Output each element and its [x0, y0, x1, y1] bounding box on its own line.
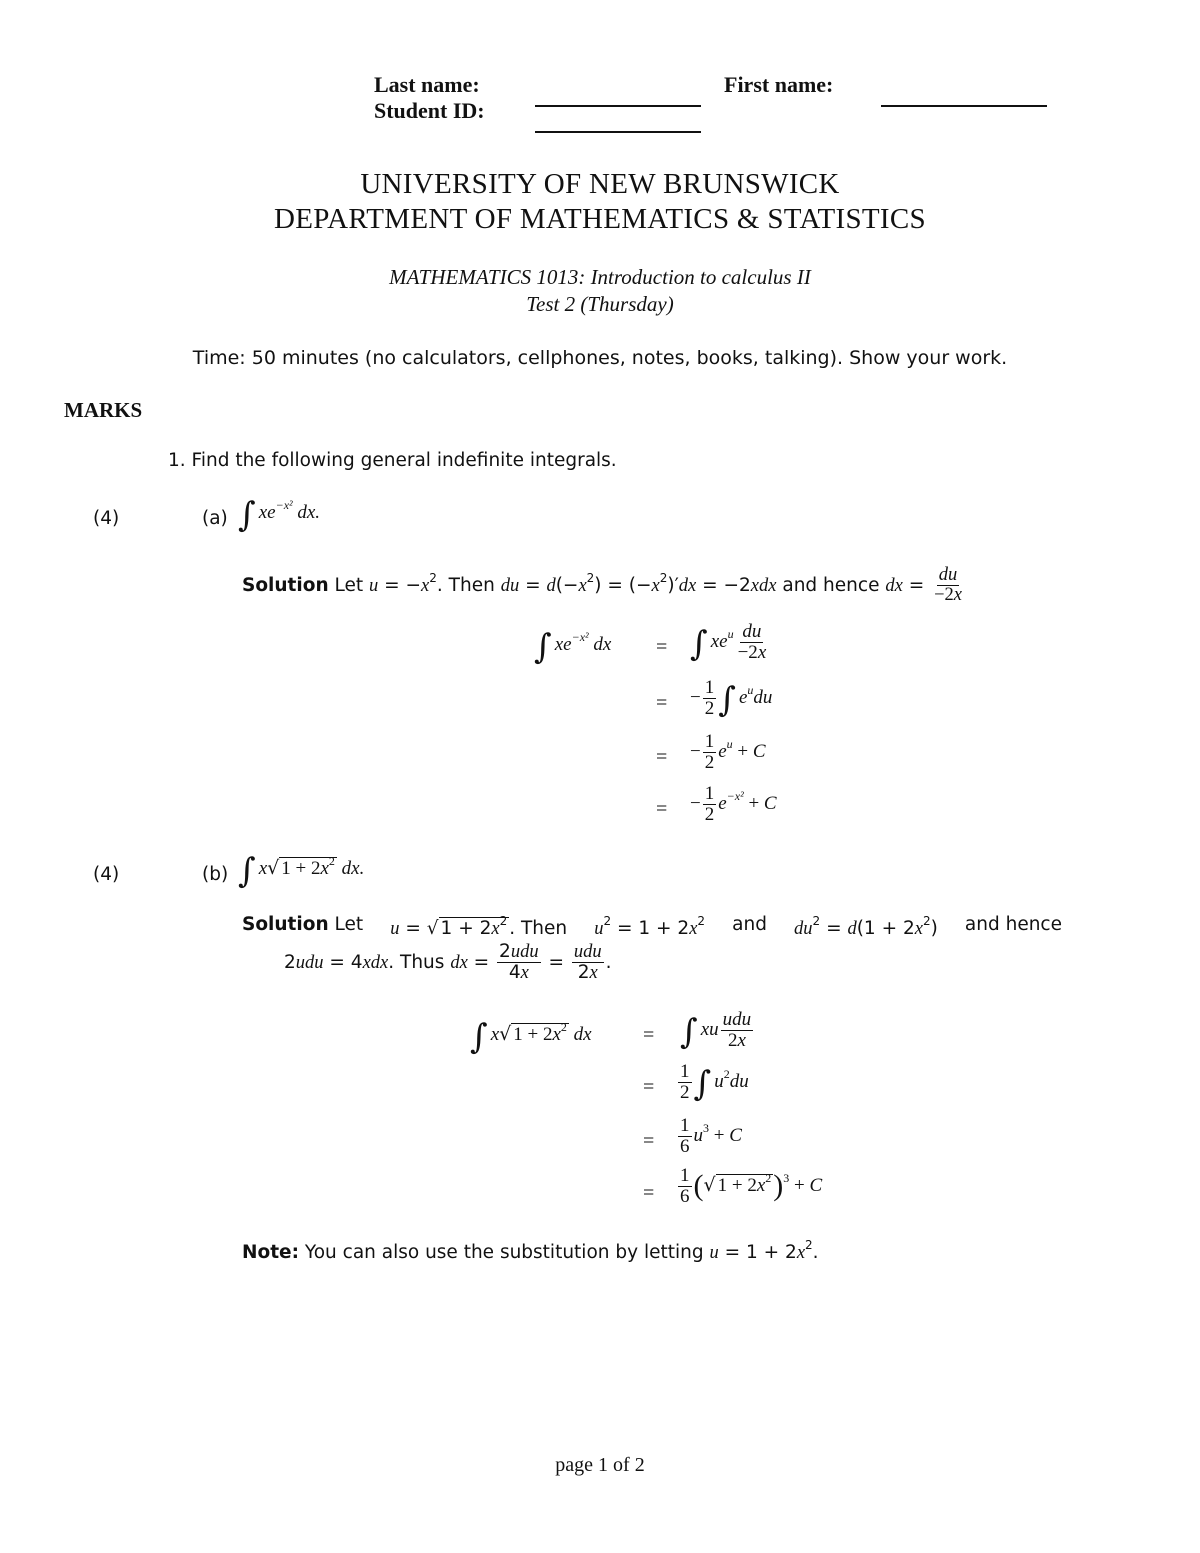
question-text: Find the following general indefinite integrals.	[191, 450, 617, 471]
part-a-eq1-rhs: ∫ $xe^u$ $\frac{du}{-2x}$	[690, 621, 767, 664]
test-title: Test 2 (Thursday)	[526, 292, 674, 316]
text-then: . Then	[509, 918, 568, 939]
student-id-label: Student ID:	[374, 98, 485, 123]
last-name-field[interactable]	[535, 92, 701, 111]
text-and-hence: and hence	[964, 914, 1062, 935]
part-a-eq2-rhs: − $\frac{1}{2}$ ∫ $e^udu$	[690, 677, 773, 720]
part-b-eq4-rhs: $\frac{1}{6}$ (√ $1 + 2x^2)^3 + C$	[680, 1165, 823, 1207]
text-and: and	[732, 914, 767, 935]
part-b-solution-line1: Solution Let u = √ $1 + 2x^2$ . Then $u^2 = 1 + 2x^2$ and $du^2 = d(1 + 2x^2)$ and hence	[242, 914, 1062, 939]
part-b-solution-line2: 2udu = 4xdx. Thus dx = $\frac{\text{2udu}}{4x}$ = $\frac{\text{udu}}{2x}$ .	[284, 941, 612, 984]
question-1-prompt	[168, 450, 617, 471]
equals-sign: =	[656, 692, 668, 714]
question-number: 1.	[168, 450, 186, 471]
equals-sign: =	[643, 1130, 655, 1152]
note-label: Note:	[242, 1242, 299, 1263]
part-b-marks: (4)	[93, 864, 120, 885]
part-b-eq2-rhs: $\frac{1}{2}$ ∫ $u^2du$	[680, 1061, 749, 1104]
part-a-marks: (4)	[93, 508, 120, 529]
part-b-integral: ∫ x√ $1 + 2x^2$ dx.	[238, 851, 365, 891]
department-title: DEPARTMENT OF MATHEMATICS & STATISTICS	[274, 203, 926, 235]
equals-sign: =	[656, 636, 668, 658]
solution-label: Solution	[242, 914, 329, 935]
text-let: Let	[334, 574, 364, 596]
page-number: page 1 of 2	[555, 1454, 645, 1476]
solution-label: Solution	[242, 574, 329, 596]
part-a-eq4-rhs: − $\frac{1}{2}$ $e^{-x^2} + C$	[690, 783, 777, 825]
equals-sign: =	[643, 1024, 655, 1046]
first-name-field[interactable]	[881, 92, 1047, 111]
instructions: Time: 50 minutes (no calculators, cellphones, notes, books, talking). Show your work.	[192, 347, 1008, 369]
part-a-eq3-rhs: − $\frac{1}{2}$ $e^u + C$	[690, 731, 766, 773]
text-thus: . Thus	[388, 951, 445, 973]
equals-sign: =	[643, 1182, 655, 1204]
part-b-note: Note: You can also use the substitution by letting $u = 1 + 2x^2$.	[242, 1238, 819, 1263]
text-and-hence: and hence	[782, 574, 880, 596]
part-b-eq1-lhs: ∫ x√ $1 + 2x^2$ dx	[470, 1017, 592, 1057]
part-b-eq3-rhs: $\frac{1}{6}$ $u^3 + C$	[680, 1115, 742, 1157]
text-then: . Then	[436, 574, 495, 596]
part-a-eq1-lhs: ∫ $xe^{-x^2}$ dx	[534, 627, 612, 667]
university-title: UNIVERSITY OF NEW BRUNSWICK	[360, 168, 840, 200]
equals-sign: =	[656, 746, 668, 768]
note-text: You can also use the substitution by letting	[304, 1242, 704, 1263]
part-b-label: (b)	[202, 864, 229, 885]
last-name-label: Last name:	[374, 72, 480, 97]
student-id-field[interactable]	[535, 118, 701, 137]
part-b-eq1-rhs: ∫ xu $\frac{\text{udu}}{2x}$	[680, 1009, 752, 1052]
course-title: MATHEMATICS 1013: Introduction to calculus II	[389, 265, 811, 289]
equals-sign: =	[656, 798, 668, 820]
part-a-integral: ∫ $xe^{-x^2}$ dx.	[238, 495, 321, 535]
part-a-solution-line: Solution Let $u = -x^2$. Then du = $d(-x^2) = (-x^2)'dx = -2xdx$ and hence dx = $\frac{du}{-2x}$	[242, 565, 962, 606]
text-let: Let	[334, 914, 364, 935]
part-a-label: (a)	[202, 508, 228, 529]
marks-heading: MARKS	[64, 398, 143, 422]
equals-sign: =	[643, 1076, 655, 1098]
first-name-label: First name:	[724, 72, 834, 97]
